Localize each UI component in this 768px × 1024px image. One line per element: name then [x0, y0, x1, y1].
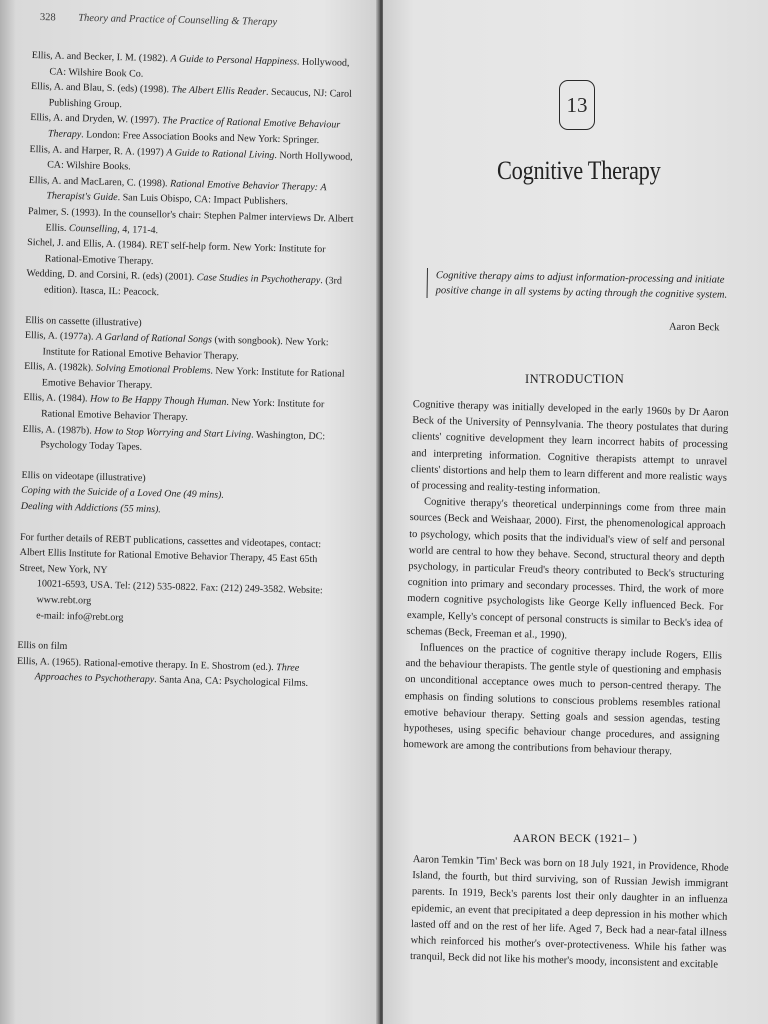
contact-line: Albert Ellis Institute for Rational Emotive Behavior Therapy, 45 East 65th Street, New York, NY: [19, 547, 318, 576]
paragraph: Cognitive therapy was initially developed in the early 1960s by Dr Aaron Beck of the University of Pennsylvania. The theory postulates that during clients' cognitive development they learn incorrect habits of processing and interpreting information. Cognitive therapists attempt to unravel clients' distortions and help them to learn different and more realistic ways of processing and reality-testing information.: [410, 398, 729, 497]
introduction-body: [403, 397, 729, 762]
cassette-item: Ellis, A. (1987b). How to Stop Worrying and Start Living. Washington, DC: Psychology Today Tapes.: [22, 423, 326, 454]
reference-item: Wedding, D. and Corsini, R. (eds) (2001). Case Studies in Psychotherapy. (3rd edition). Itasca, IL: Peacock.: [26, 268, 343, 299]
reference-item: Ellis, A. and Becker, I. M. (1982). A Guide to Personal Happiness. Hollywood, CA: Wilshire Book Co.: [31, 49, 350, 80]
reference-item: Palmer, S. (1993). In the counsellor's chair: Stephen Palmer interviews Dr. Albert Ellis. Counselling, 4, 171-4.: [27, 205, 354, 236]
paragraph: Influences on the practice of cognitive therapy include Rogers, Ellis and the behaviour therapists. The gentle style of questioning and emphasis on unconditional acceptance owes much to person-centred therapy. The emphasis on finding solutions to conscious problems resembles rational emotive behaviour therapy. Setting goals and session agendas, testing hypotheses, using specific behaviour change procedures, and assigning homework are among the contributions from behaviour therapy.: [403, 642, 723, 758]
further-details-intro: For further details of REBT publications, cassettes and videotapes, contact:: [19, 531, 322, 550]
cassette-item: Ellis, A. (1977a). A Garland of Rational Songs (with songbook). New York: Institute for Rational Emotive Behavior Therapy.: [24, 330, 329, 362]
contact-line: 10021-6593, USA. Tel: (212) 535-0822. Fax: (212) 249-3582. Website: www.rebt.org: [36, 578, 323, 607]
contact-line: e-mail: info@rebt.org: [36, 609, 124, 623]
video-item: Dealing with Addictions (55 mins).: [20, 500, 161, 516]
running-head-title: Theory and Practice of Counselling & Therapy: [78, 12, 278, 28]
reference-item: Ellis, A. and MacLaren, C. (1998). Rational Emotive Behavior Therapy: A Therapist's Guide. San Luis Obispo, CA: Impact Publishers.: [28, 174, 327, 208]
film-item: Ellis, A. (1965). Rational-emotive therapy. In E. Shostrom (ed.). Three Approaches to Psychotherapy. Santa Ana, CA: Psychological Films.: [16, 655, 309, 690]
video-heading: Ellis on videotape (illustrative): [21, 469, 146, 484]
epigraph-author: Aaron Beck: [668, 321, 720, 334]
running-head: [40, 12, 360, 30]
aaron-beck-body: [410, 852, 729, 974]
page-number: 328: [39, 12, 56, 24]
video-item: Coping with the Suicide of a Loved One (49 mins).: [21, 485, 225, 502]
paragraph: Cognitive therapy's theoretical underpinnings come from three main sources (Beck and Weishaar, 2000). First, the phenomenological approach to psychology, which posits that the individual's view of self and personal world are central to how they behave. Second, structural theory and depth psychology, in particular Freud's theory contributed to Beck's structuring cognition into primary and secondary processes. Third, the work of more modern cognitive psychologists like George Kelly influenced Beck. For example, Kelly's concept of personal constructs is similar to Beck's idea of schemas (Beck, Freeman et al., 1990).: [406, 496, 727, 642]
reference-item: Ellis, A. and Dryden, W. (1997). The Practice of Rational Emotive Behaviour Therapy. London: Free Association Books and New York: Springer.: [30, 112, 341, 147]
introduction-heading: INTRODUCTION: [525, 372, 625, 386]
cassette-heading: Ellis on cassette (illustrative): [25, 314, 142, 329]
reference-item: Sichel, J. and Ellis, A. (1984). RET self-help form. New York: Institute for Rational-Emotive Therapy.: [27, 237, 326, 267]
left-page: [0, 0, 380, 1024]
chapter-title: Cognitive Therapy: [497, 156, 661, 185]
cassette-item: Ellis, A. (1982k). Solving Emotional Problems. New York: Institute for Rational Emotive Behavior Therapy.: [24, 361, 345, 391]
paragraph: Aaron Temkin 'Tim' Beck was born on 18 July 1921, in Providence, Rhode Island, the fourth, but third surviving, son of Russian Jewish immigrant parents. In 1919, Beck's parents lost their only daughter in an influenza epidemic, an event that precipitated a deep depression in his mother which lasted off and on the rest of her life. Aged 7, Beck had a near-fatal illness which reinforced his mother's over-protectiveness. While his father was tranquil, Beck did not like his mother's moody, inconsistent and excitable: [409, 853, 729, 971]
aaron-beck-heading: AARON BECK (1921– ): [513, 833, 638, 845]
reference-item: Ellis, A. and Blau, S. (eds) (1998). The Albert Ellis Reader. Secaucus, NJ: Carol Publishing Group.: [30, 81, 352, 110]
reference-item: Ellis, A. and Harper, R. A. (1997) A Guide to Rational Living. North Hollywood, CA: Wilshire Books.: [29, 143, 353, 173]
chapter-number: 13: [559, 80, 595, 130]
page-edge-shadow: [0, 0, 16, 1024]
film-heading: Ellis on film: [17, 640, 68, 653]
reference-list: [16, 48, 357, 693]
cassette-item: Ellis, A. (1984). How to Be Happy Though Human. New York: Institute for Rational Emotive Behavior Therapy.: [23, 392, 325, 423]
epigraph: Cognitive therapy aims to adjust information-processing and initiate positive change in all systems by acting through the cognitive system.: [427, 268, 734, 303]
right-page: [383, 0, 768, 1024]
